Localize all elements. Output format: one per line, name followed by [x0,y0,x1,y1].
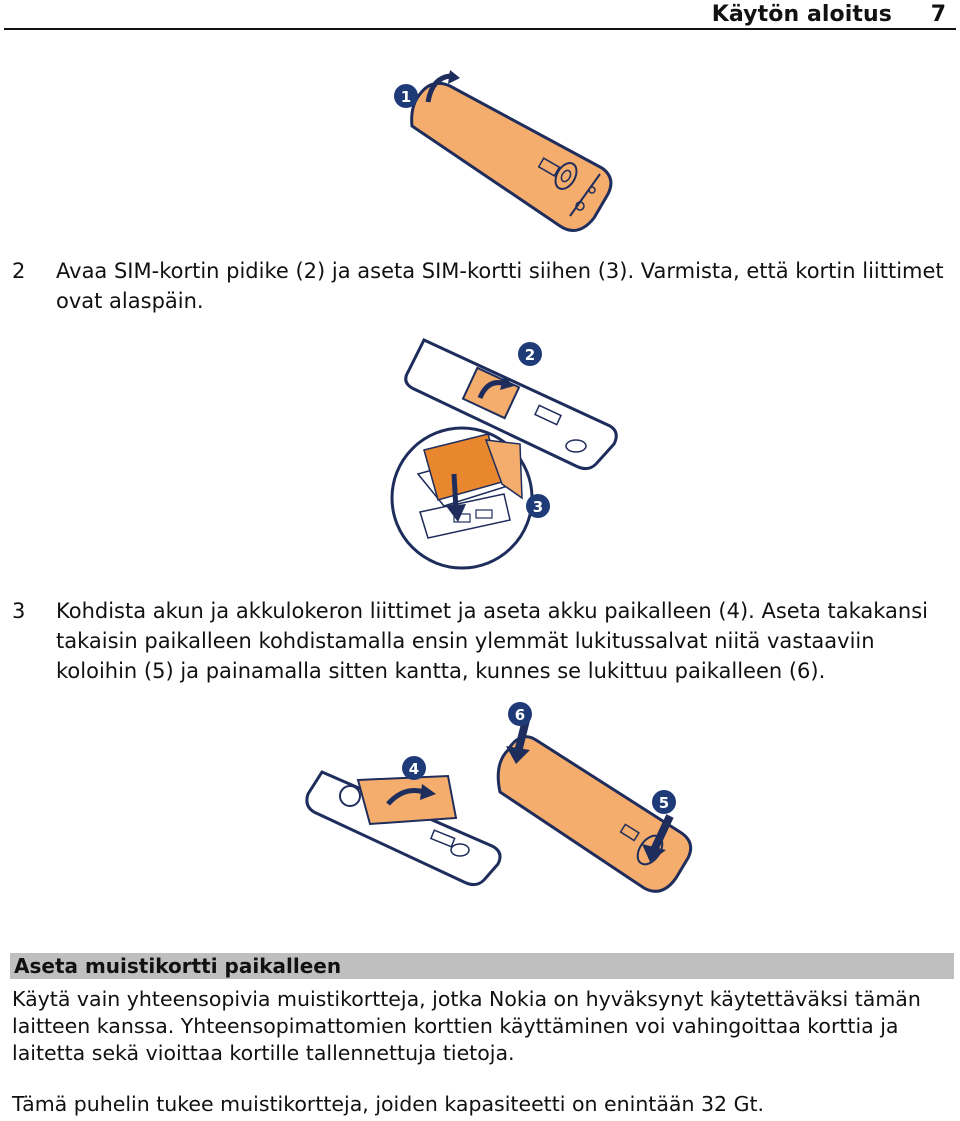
figure-sim-insert [384,334,624,570]
callout-label: 5 [658,794,670,812]
chapter-title: Käytön aloitus [711,2,892,27]
down-arrow-icon [454,474,456,510]
callout-5 [652,790,676,814]
step-2 [12,256,952,316]
page-header [0,0,960,30]
step-text: Kohdista akun ja akkulokeron liittimet ja aseta akku paikalleen (4). Aseta takakansi takaisin paikalleen kohdistamalla ensin ylemmät lukitussalvat niitä vastaaviin koloihin (5) ja painamalla sitten kantta, kunnes se lukittuu paikalleen (6). [56,599,929,683]
section-heading-bar [10,953,954,979]
phone-with-battery-illustration [307,772,500,885]
zoom-circle-illustration [392,428,532,568]
section-title: Aseta muistikortti paikalleen [14,954,342,978]
callout-label: 4 [408,760,420,778]
callout-2 [518,342,542,366]
callout-3 [526,494,550,518]
back-cover-illustration [412,83,611,230]
step-number: 3 [12,599,26,623]
callout-label: 2 [524,346,536,364]
callout-label: 6 [514,706,526,724]
callout-label: 3 [532,498,544,516]
callout-label: 1 [400,88,412,106]
callout-1 [394,84,418,108]
page-number: 7 [930,2,946,27]
section-paragraph: Käytä vain yhteensopivia muistikortteja, jotka Nokia on hyväksynyt käytettäväksi tämän laitteen kanssa. Yhteensopimattomien korttien käyttäminen voi vahingoittaa korttia ja laitetta sekä vioittaa kortille tallennettuja tietoja. [12,987,921,1065]
step-3 [12,596,952,688]
figure-battery-cover [304,700,696,900]
step-text: Avaa SIM-kortin pidike (2) ja aseta SIM-kortti siihen (3). Varmista, että kortin liittimet ovat alaspäin. [56,259,944,313]
header-rule [4,28,956,30]
step-number: 2 [12,259,26,283]
section-paragraph: Tämä puhelin tukee muistikortteja, joiden kapasiteetti on enintään 32 Gt. [12,1092,765,1116]
callout-4 [402,756,426,780]
back-cover-illustration [498,737,690,892]
figure-cover-removal [380,66,640,246]
callout-6 [508,702,532,726]
